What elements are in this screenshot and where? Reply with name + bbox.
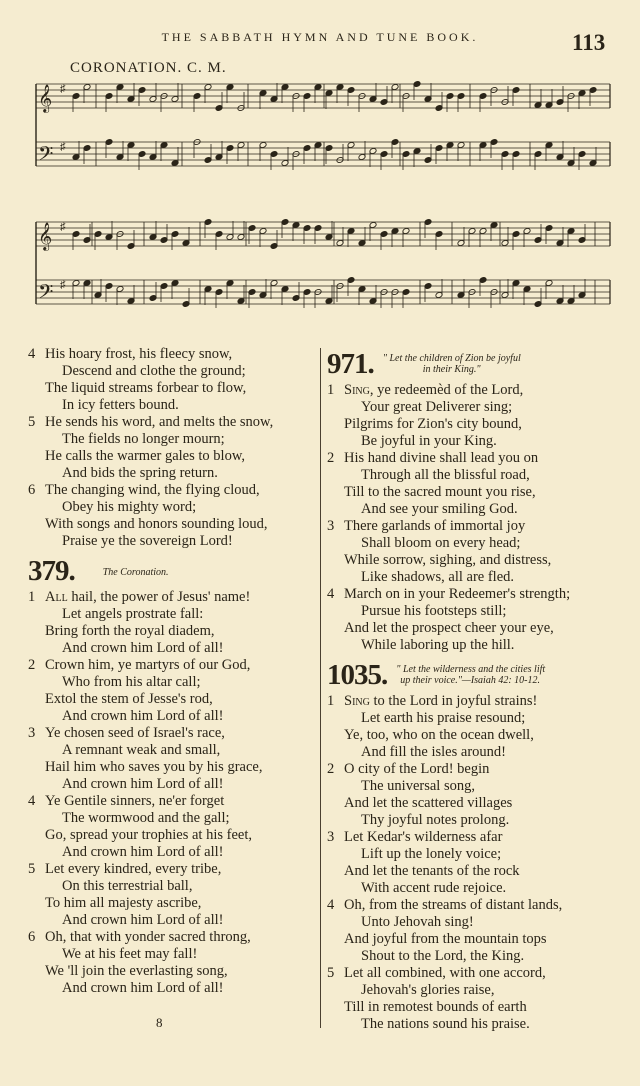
verse-line: While sorrow, sighing, and distress, [344,552,552,568]
verse-line: Shout to the Lord, the King. [361,948,525,964]
verse-line: 3 There garlands of immortal joy [327,518,526,534]
bass-clef-icon: 𝄢 [38,142,54,170]
verse-line: 6 Oh, that with yonder sacred throng, [28,929,251,945]
verse-line: With songs and honors sounding loud, [45,516,268,532]
verse-line: Jehovah's glories raise, [361,982,495,998]
verse-line: While laboring up the hill. [361,637,515,653]
verse-line: Let earth his praise resound; [361,710,526,726]
hymn-1035-stanza-3 [327,829,617,897]
verse-line: 1 Sing, ye redeemèd of the Lord, [327,382,524,398]
verse-line: 3 Let Kedar's wilderness afar [327,829,503,845]
verse-line: And joyful from the mountain tops [344,931,547,947]
hymn-379-stanza-2 [28,657,316,725]
stanza-number: 4 [28,346,36,362]
verse-line: And crown him Lord of all! [62,708,224,724]
hymn-379-stanza-4 [28,793,316,861]
verse-line: And crown him Lord of all! [62,912,224,928]
verse-line: The nations sound his praise. [361,1016,530,1032]
hymn-1035-stanza-5 [327,965,617,1033]
hymn-1035-heading [327,661,617,689]
verse-line: And let the prospect cheer your eye, [344,620,554,636]
verse-line: He calls the warmer gales to blow, [45,448,245,464]
verse-line: We at his feet may fall! [62,946,198,962]
verse-line: 5 Let all combined, with one accord, [327,965,546,981]
verse-line: And bids the spring return. [62,465,218,481]
verse-line: In icy fetters bound. [62,397,179,413]
verse-line: 6 The changing wind, the flying cloud, [28,482,260,498]
verse-line: 2 Crown him, ye martyrs of our God, [28,657,251,673]
running-title: THE SABBATH HYMN AND TUNE BOOK. [161,30,479,44]
verse-line: The fields no longer mourn; [62,431,225,447]
verse-line: And let the tenants of the rock [344,863,520,879]
verse-line: Till in remotest bounds of earth [344,999,527,1015]
left-column [28,346,316,997]
bass-clef-icon: 𝄢 [38,280,54,308]
stanza-4 [28,346,316,414]
hymn-subtitle: " Let the wilderness and the cities lift up their voice."—Isaiah 42: 10-12. [396,664,546,686]
verse-line: On this terrestrial ball, [62,878,193,894]
verse-line: And crown him Lord of all! [62,844,224,860]
hymn-971-stanza-4 [327,586,617,654]
right-column [327,346,617,1033]
music-score [0,0,640,340]
treble-clef-icon: 𝄞 [38,84,53,112]
hymn-number: 379. [28,555,75,587]
verse-line: And crown him Lord of all! [62,776,224,792]
verse-line: Bring forth the royal diadem, [45,623,215,639]
verse-line: Hail him who saves you by his grace, [45,759,263,775]
hymn-379-stanza-1 [28,589,316,657]
verse-line: 4 Ye Gentile sinners, ne'er forget [28,793,225,809]
stanza-number: 5 [28,414,36,430]
verse-line: Praise ye the sovereign Lord! [62,533,233,549]
page-number: 113 [572,30,606,55]
verse-line: We 'll join the everlasting song, [45,963,228,979]
verse-line: Go, spread your trophies at his feet, [45,827,252,843]
hymn-971-stanza-3 [327,518,617,586]
verse-line: 2 His hand divine shall lead you on [327,450,539,466]
staff-systems [36,81,610,308]
verse-line: 1 Sing to the Lord in joyful strains! [327,693,538,709]
hymn-971-heading [327,350,617,378]
key-signature-icon: ♯ [60,221,66,233]
hymn-379-stanza-6 [28,929,316,997]
verse-line: Pursue his footsteps still; [361,603,507,619]
hymn-971-stanza-2 [327,450,617,518]
verse-line: 4 His hoary frost, his fleecy snow, [28,346,233,362]
verse-line: The universal song, [361,778,475,794]
verse-line: 2 O city of the Lord! begin [327,761,490,777]
verse-line: The wormwood and the gall; [62,810,230,826]
verse-line: 5 He sends his word, and melts the snow, [28,414,274,430]
key-signature-icon: ♯ [60,279,66,291]
verse-line: And fill the isles around! [361,744,506,760]
verse-line: 1 All hail, the power of Jesus' name! [28,589,251,605]
hymn-number: 971. [327,348,374,380]
verse-line: Be joyful in your King. [361,433,497,449]
verse-line: A remnant weak and small, [62,742,221,758]
verse-line: And crown him Lord of all! [62,640,224,656]
verse-line: 3 Ye chosen seed of Israel's race, [28,725,225,741]
verse-line: Like shadows, all are fled. [361,569,515,585]
hymn-379-stanza-5 [28,861,316,929]
hymn-379-heading [28,557,316,585]
stanza-6 [28,482,316,550]
hymn-number: 1035. [327,659,388,691]
verse-line: Pilgrims for Zion's city bound, [344,416,522,432]
verse-line: And see your smiling God. [361,501,518,517]
hymn-subtitle: " Let the children of Zion be joyful in their King." [382,353,521,375]
hymn-1035-stanza-4 [327,897,617,965]
verse-line: Till to the sacred mount you rise, [344,484,536,500]
verse-line: Who from his altar call; [62,674,201,690]
verse-line: Obey his mighty word; [62,499,197,515]
verse-line: Let angels prostrate fall: [62,606,204,622]
hymn-1035-stanza-1 [327,693,617,761]
verse-line: With accent rude rejoice. [361,880,507,896]
tune-title: CORONATION. C. M. [70,60,227,76]
verse-line: 4 Oh, from the streams of distant lands, [327,897,563,913]
verse-line: The liquid streams forbear to flow, [45,380,247,396]
key-signature-icon: ♯ [60,141,66,153]
verse-line: Through all the blissful road, [361,467,530,483]
key-signature-icon: ♯ [60,83,66,95]
column-divider [320,348,321,1028]
verse-line: Unto Jehovah sing! [361,914,474,930]
stanza-5 [28,414,316,482]
signature-mark: 8 [156,1015,163,1030]
treble-clef-icon: 𝄞 [38,222,53,250]
verse-line: To him all majesty ascribe, [45,895,202,911]
verse-line: Thy joyful notes prolong. [361,812,510,828]
verse-line: Descend and clothe the ground; [62,363,246,379]
verse-line: Your great Deliverer sing; [361,399,513,415]
hymn-1035-stanza-2 [327,761,617,829]
hymn-subtitle: The Coronation. [102,567,169,578]
verse-line: And let the scattered villages [344,795,513,811]
verse-line: Ye, too, who on the ocean dwell, [344,727,534,743]
verse-line: Extol the stem of Jesse's rod, [45,691,213,707]
hymn-379-stanza-3 [28,725,316,793]
verse-line: Shall bloom on every head; [361,535,521,551]
verse-line: 4 March on in your Redeemer's strength; [327,586,571,602]
verse-line: 5 Let every kindred, every tribe, [28,861,222,877]
stanza-number: 6 [28,482,36,498]
verse-line: Lift up the lonely voice; [361,846,502,862]
hymn-971-stanza-1 [327,382,617,450]
verse-line: And crown him Lord of all! [62,980,224,996]
